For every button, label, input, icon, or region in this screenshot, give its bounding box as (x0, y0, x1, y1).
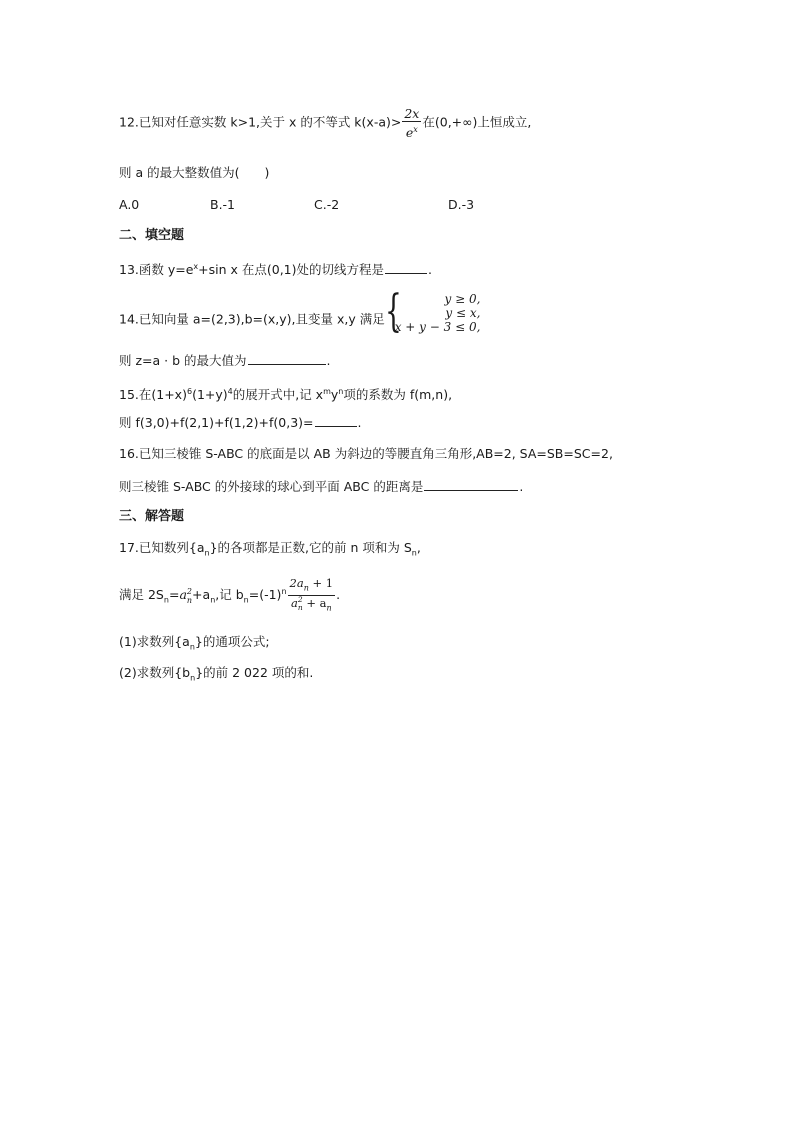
q17-l2-eq: = (168, 587, 180, 603)
q14-end: . (326, 353, 331, 368)
q15-exp-1: 6 (186, 387, 193, 396)
q17-l1-end: , (416, 540, 421, 555)
q17-p2-sub: n (190, 673, 196, 683)
q12-frac-den (402, 121, 421, 140)
q12-line2: 则 a 的最大整数值为( ) (119, 165, 270, 180)
q17-frac-den (288, 595, 336, 615)
q17-p1-end: }的通项公式; (194, 634, 270, 649)
section-heading-fill-in: 二、填空题 (119, 228, 185, 243)
q17-p1-prefix: (1)求数列{a (119, 634, 190, 649)
q14-line1 (119, 286, 481, 348)
q13-answer-blank (385, 261, 427, 274)
q14-line2 (119, 352, 330, 369)
q15-exp-4: n (338, 387, 344, 396)
q17-frac-num-tail: + 1 (308, 575, 334, 590)
q17-p2-end: }的前 2 022 项的和. (195, 665, 314, 680)
q17-a-sq-base: a (179, 587, 187, 603)
q17-frac-den-main: a (290, 596, 298, 611)
q15-end: . (357, 415, 362, 430)
q17-l2-end: . (336, 587, 341, 603)
q15-line2 (119, 414, 362, 431)
q13-prefix: 13.函数 y=e (119, 262, 194, 278)
q17-l2-sub3: n (243, 595, 249, 605)
q14-prefix: 14.已知向量 a=(2,3),b=(x,y),且变量 x,y 满足 (119, 311, 385, 327)
q15-part-2: (1+y) (192, 387, 228, 403)
q12-option-a: A.0 (119, 197, 140, 212)
q15-line2-prefix: 则 f(3,0)+f(2,1)+f(1,2)+f(0,3)= (119, 415, 314, 430)
q17-frac-den-sub: n (297, 603, 303, 613)
q17-l1-prefix: 17.已知数列{a (119, 540, 205, 555)
q16-line2 (119, 478, 523, 495)
q17-p2-prefix: (2)求数列{b (119, 665, 191, 680)
q13-line (119, 259, 432, 278)
q16-end: . (519, 479, 524, 494)
q17-frac-num-main: 2a (289, 575, 304, 590)
q17-a-sq-sub: n (186, 595, 193, 605)
q14-line2-prefix: 则 z=a · b 的最大值为 (119, 353, 247, 368)
q17-l1-mid: }的各项都是正数,它的前 n 项和为 S (209, 540, 412, 555)
q17-fraction (288, 576, 336, 616)
q14-constraint-3: x + y − 3 ≤ 0, (394, 320, 481, 334)
q17-frac-num (288, 576, 336, 595)
q17-frac-den-tail: + a (302, 596, 327, 611)
q12-prefix: 12.已知对任意实数 k>1,关于 x 的不等式 k(x-a)> (119, 114, 402, 130)
q16-line1: 16.已知三棱锥 S-ABC 的底面是以 AB 为斜边的等腰直角三角形,AB=2, SA=SB=SC=2, (119, 446, 613, 461)
brace-icon: { (384, 286, 402, 337)
q16-line2-prefix: 则三棱锥 S-ABC 的外接球的球心到平面 ABC 的距离是 (119, 479, 424, 494)
q14-answer-blank (248, 352, 326, 365)
q15-part-5: 项的系数为 f(m,n), (343, 387, 453, 403)
q15-part-1: 15.在(1+x) (119, 387, 187, 403)
q15-part-3: 的展开式中,记 x (232, 387, 324, 403)
q12-option-d: D.-3 (448, 197, 475, 212)
q12-options (119, 197, 519, 213)
q17-frac-den-sub2: n (326, 603, 332, 613)
q17-l2-sub: n (163, 595, 169, 605)
q12-suffix: 在(0,+∞)上恒成立, (422, 114, 532, 130)
q12-frac-num: 2x (404, 106, 420, 121)
q14-constraint-1: y ≥ 0, (444, 292, 481, 306)
q17-frac-num-sub: n (303, 583, 309, 593)
q12-fraction (402, 106, 421, 140)
section-heading-solve: 三、解答题 (119, 509, 185, 524)
q17-l1-sub2: n (411, 548, 417, 558)
q14-constraint-system (384, 286, 481, 348)
q17-l1-sub: n (204, 548, 210, 558)
q17-l2-eq2: =(-1) (248, 587, 282, 603)
q15-part-4: y (330, 387, 339, 403)
q17-p1-sub: n (189, 642, 195, 652)
q12-option-c: C.-2 (314, 197, 340, 212)
q17-l2-prefix: 满足 2S (119, 587, 164, 603)
q17-a-sq-exp: 2 (186, 586, 192, 596)
q12-frac-den-base: e (405, 125, 414, 141)
q15-line1 (119, 384, 452, 403)
q16-answer-blank (424, 478, 518, 491)
q13-exp: x (193, 262, 199, 271)
q17-l2-sub2: n (210, 595, 216, 605)
q12-option-b: B.-1 (210, 197, 236, 212)
q15-answer-blank (315, 414, 357, 427)
q15-exp-2: 4 (227, 387, 233, 396)
q13-end: . (428, 262, 432, 278)
q14-constraint-2: y ≤ x, (445, 306, 481, 320)
q17-frac-den-exp: 2 (297, 595, 303, 605)
q17-l2-exp: n (281, 587, 287, 596)
q12-frac-den-exp: x (413, 125, 418, 134)
q17-l2-mid: ,记 b (215, 587, 244, 603)
q17-l2-plus: +a (192, 587, 211, 603)
q17-line2 (119, 574, 340, 619)
q13-suffix: +sin x 在点(0,1)处的切线方程是 (198, 262, 385, 278)
q12-line1 (119, 106, 531, 140)
q17-part2 (119, 665, 313, 687)
q15-exp-3: m (323, 387, 331, 396)
q17-line1 (119, 540, 421, 562)
q17-part1 (119, 634, 270, 656)
